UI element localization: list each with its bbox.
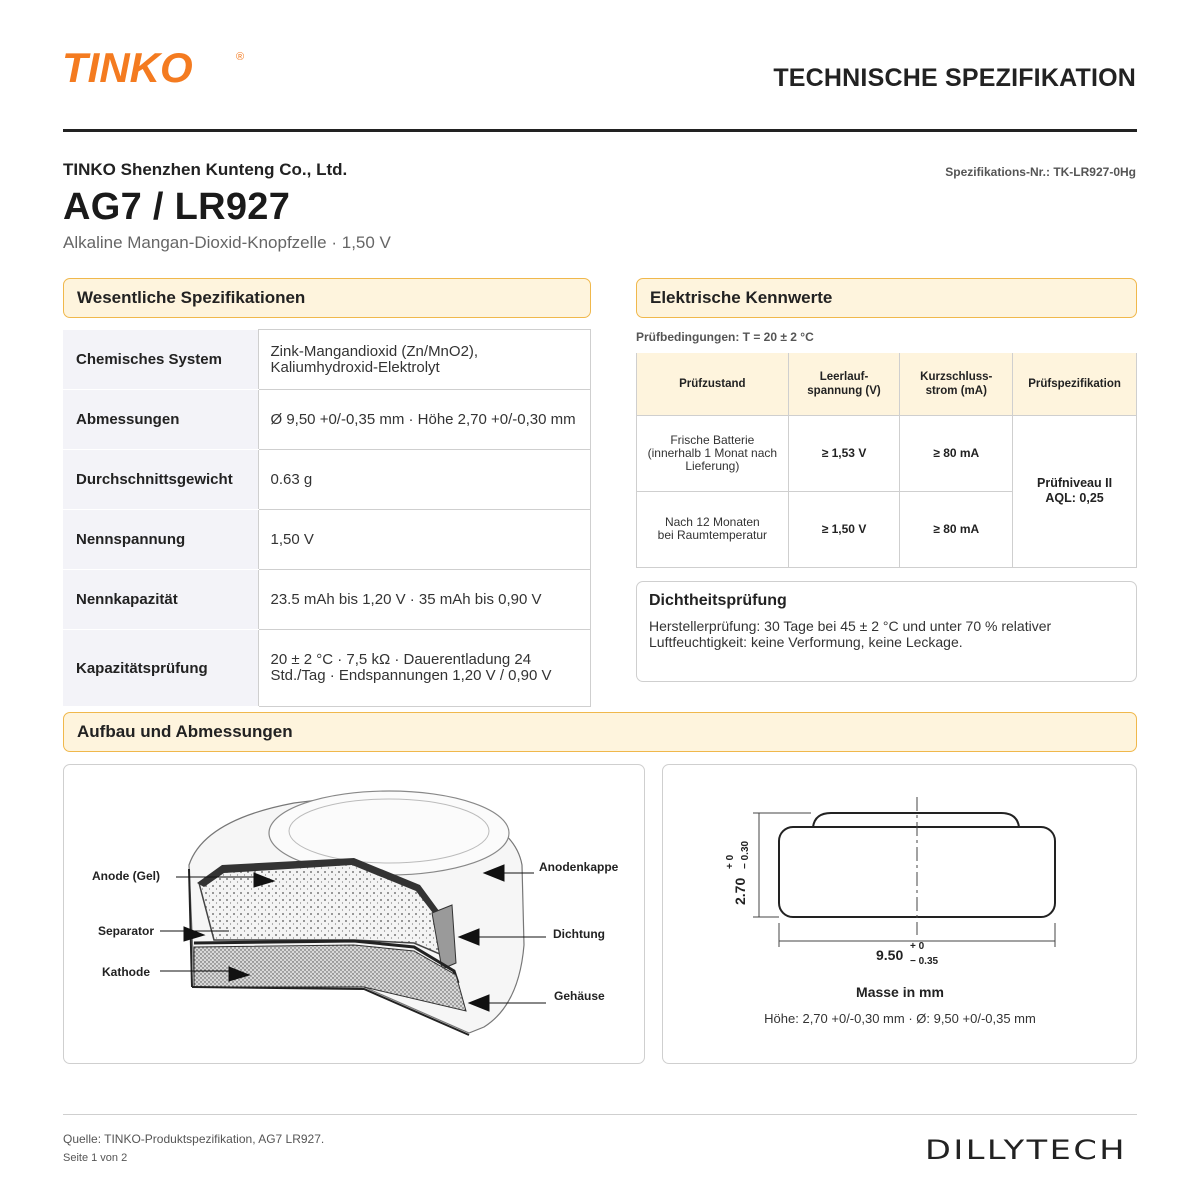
table-header-row bbox=[637, 353, 1137, 415]
tinko-logo bbox=[62, 44, 252, 94]
anode-cap-label: Anodenkappe bbox=[539, 860, 619, 874]
footer-rule bbox=[63, 1114, 1137, 1115]
table-row bbox=[63, 450, 591, 510]
table-row bbox=[63, 330, 591, 390]
dimension-note: Höhe: 2,70 +0/-0,30 mm · Ø: 9,50 +0/-0,35 mm bbox=[764, 1011, 1036, 1026]
column-header: Prüfspezifikation bbox=[1013, 353, 1137, 415]
anode-label: Anode (Gel) bbox=[92, 869, 160, 883]
open-circuit-voltage: ≥ 1,53 V bbox=[788, 415, 900, 491]
header-rule bbox=[63, 129, 1137, 132]
cell-top-boss bbox=[813, 813, 1019, 827]
key-specs-table bbox=[63, 329, 591, 707]
column-header: Leerlauf- spannung (V) bbox=[788, 353, 900, 415]
spec-value: 20 ± 2 °C · 7,5 kΩ · Dauerentladung 24 Std./Tag · Endspannungen 1,20 V / 0,90 V bbox=[258, 630, 591, 707]
test-state: Frische Batterie (innerhalb 1 Monat nach Lieferung) bbox=[637, 415, 789, 491]
dimension-panel bbox=[662, 764, 1137, 1064]
page-number: Seite 1 von 2 bbox=[63, 1152, 128, 1164]
spec-label: Nennkapazität bbox=[63, 570, 258, 630]
height-tol-minus: − 0.30 bbox=[740, 840, 751, 869]
spec-value: Ø 9,50 +0/-0,35 mm · Höhe 2,70 +0/-0,30 mm bbox=[258, 390, 591, 450]
product-subtitle: Alkaline Mangan-Dioxid-Knopfzelle · 1,50 V bbox=[63, 233, 391, 252]
battery-cutaway-diagram bbox=[64, 765, 646, 1065]
cutaway-panel bbox=[63, 764, 645, 1064]
table-row bbox=[63, 570, 591, 630]
table-row bbox=[637, 415, 1137, 491]
dimension-drawing bbox=[663, 765, 1138, 1065]
electrical-table bbox=[636, 353, 1137, 568]
seal-label: Dichtung bbox=[553, 927, 605, 941]
diameter-value: 9.50 bbox=[876, 947, 904, 963]
column-header: Prüfzustand bbox=[637, 353, 789, 415]
separator-label: Separator bbox=[98, 924, 155, 938]
spec-label: Abmessungen bbox=[63, 390, 258, 450]
short-circuit-current: ≥ 80 mA bbox=[900, 491, 1013, 567]
key-specs-heading: Wesentliche Spezifikationen bbox=[63, 278, 591, 318]
spec-number: Spezifikations-Nr.: TK-LR927-0Hg bbox=[945, 165, 1136, 179]
spec-value: 0.63 g bbox=[258, 450, 591, 510]
diameter-tol-minus: − 0.35 bbox=[910, 956, 939, 967]
spec-label: Kapazitätsprüfung bbox=[63, 630, 258, 707]
company-name: TINKO Shenzhen Kunteng Co., Ltd. bbox=[63, 160, 348, 179]
spec-label: Nennspannung bbox=[63, 510, 258, 570]
spec-value: 1,50 V bbox=[258, 510, 591, 570]
dillytech-logo bbox=[925, 1128, 1130, 1168]
logo-text: TINKO bbox=[62, 44, 193, 91]
registered-mark: ® bbox=[236, 51, 245, 63]
dimension-caption: Masse in mm bbox=[856, 984, 944, 1000]
leak-test-text: Herstellerprüfung: 30 Tage bei 45 ± 2 °C und unter 70 % relativer Luftfeuchtigkeit: keine Verformung, keine Leckage. bbox=[649, 618, 1052, 650]
spec-value: Zink-Mangandioxid (Zn/MnO2), Kaliumhydroxid-Elektrolyt bbox=[258, 330, 591, 390]
test-state: Nach 12 Monaten bei Raumtemperatur bbox=[637, 491, 789, 567]
spec-label: Chemisches System bbox=[63, 330, 258, 390]
publisher-logo-text: DILLYTECH bbox=[925, 1135, 1127, 1166]
construction-heading: Aufbau und Abmessungen bbox=[63, 712, 1137, 752]
leak-test-title: Dichtheitsprüfung bbox=[649, 592, 787, 609]
table-row bbox=[63, 630, 591, 707]
test-spec: Prüfniveau II AQL: 0,25 bbox=[1013, 415, 1137, 567]
short-circuit-current: ≥ 80 mA bbox=[900, 415, 1013, 491]
leak-test-box bbox=[636, 581, 1137, 682]
spec-label: Durchschnittsgewicht bbox=[63, 450, 258, 510]
height-tol-plus: + 0 bbox=[725, 854, 736, 869]
cathode-label: Kathode bbox=[102, 965, 150, 979]
table-row bbox=[63, 510, 591, 570]
column-header: Kurzschluss- strom (mA) bbox=[900, 353, 1013, 415]
electrical-heading: Elektrische Kennwerte bbox=[636, 278, 1137, 318]
spec-value: 23.5 mAh bis 1,20 V · 35 mAh bis 0,90 V bbox=[258, 570, 591, 630]
diameter-tol-plus: + 0 bbox=[910, 941, 925, 952]
table-row bbox=[63, 390, 591, 450]
housing-label: Gehäuse bbox=[554, 989, 605, 1003]
document-type: TECHNISCHE SPEZIFIKATION bbox=[773, 64, 1136, 92]
test-conditions: Prüfbedingungen: T = 20 ± 2 °C bbox=[636, 330, 814, 344]
open-circuit-voltage: ≥ 1,50 V bbox=[788, 491, 900, 567]
product-title: AG7 / LR927 bbox=[63, 186, 291, 228]
height-value: 2.70 bbox=[732, 877, 748, 905]
source-note: Quelle: TINKO-Produktspezifikation, AG7 LR927. bbox=[63, 1132, 325, 1146]
